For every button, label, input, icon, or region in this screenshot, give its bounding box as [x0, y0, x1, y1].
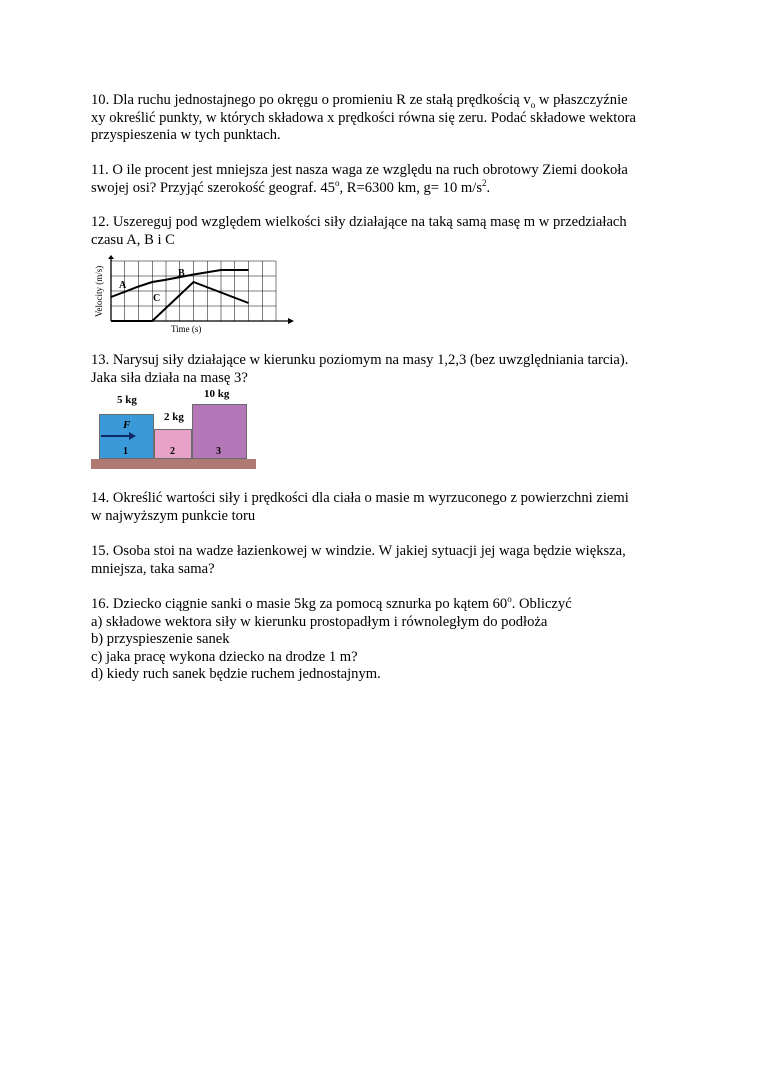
q16-item-b: b) przyspieszenie sanek: [91, 631, 230, 647]
q14-line-2: w najwyższym punkcie toru: [91, 507, 256, 524]
question-14: [91, 490, 691, 525]
block-2-number: 2: [170, 446, 175, 457]
x-axis-arrow: [288, 318, 294, 324]
graph-grid: [111, 261, 276, 321]
q14-line-1: 14. Określić wartości siły i prędkości dla ciała o masie m wyrzuconego z powierzchni ziemi: [91, 490, 629, 506]
question-10: [91, 92, 691, 145]
mass-3-label: 10 kg: [204, 388, 230, 400]
force-arrow-icon: [99, 425, 139, 441]
label-c: C: [153, 293, 161, 304]
velocity-time-graph: [91, 255, 301, 335]
force-label: F: [123, 419, 131, 431]
question-12: [91, 214, 691, 249]
question-11: [91, 162, 691, 197]
q15-line-1: 15. Osoba stoi na wadze łazienkowej w windzie. W jakiej sytuacji jej waga będzie większa,: [91, 543, 626, 559]
label-b: B: [178, 268, 185, 279]
q15-line-2: mniejsza, taka sama?: [91, 560, 215, 577]
q16-item-a: a) składowe wektora siły w kierunku prostopadłym i równoległym do podłoża: [91, 613, 548, 630]
q16-item-c: c) jaka pracę wykona dziecko na drodze 1 m?: [91, 648, 358, 665]
q12-line-2: czasu A, B i C: [91, 231, 175, 248]
question-16: [91, 596, 691, 684]
mass-2-label: 2 kg: [164, 411, 184, 423]
block-1-number: 1: [123, 446, 128, 457]
q10-line-3: przyspieszenia w tych punktach.: [91, 127, 281, 143]
y-axis-label: Velocity (m/s): [94, 265, 104, 317]
q10-line-2: xy określić punkty, w których składowa x prędkości równa się zeru. Podać składowe wektora: [91, 109, 636, 126]
q11-line-1: 11. O ile procent jest mniejsza jest nasza waga ze względu na ruch obrotowy Ziemi dookoła: [91, 162, 628, 178]
x-axis-label: Time (s): [171, 324, 202, 334]
q13-line-2: Jaka siła działa na masę 3?: [91, 369, 248, 386]
q16-line-1: 16. Dziecko ciągnie sanki o masie 5kg za pomocą sznurka po kątem 60$^o$. Obliczyć: [91, 594, 572, 612]
block-3-number: 3: [216, 446, 221, 457]
q13-line-1: 13. Narysuj siły działające w kierunku poziomym na masy 1,2,3 (bez uwzględniania tarcia).: [91, 352, 629, 368]
question-15: [91, 543, 691, 578]
mass-1-label: 5 kg: [117, 394, 137, 406]
blocks-figure: [91, 387, 256, 471]
y-axis-arrow: [108, 255, 114, 259]
floor: [91, 459, 256, 469]
q12-line-1: 12. Uszereguj pod względem wielkości siły działające na taką samą masę m w przedziałach: [91, 214, 627, 230]
q11-line-2: swojej osi? Przyjąć szerokość geograf. 45$^o$, R=6300 km, g= 10 $m/s^2$.: [91, 177, 491, 196]
label-a: A: [119, 280, 127, 291]
q16-item-d: d) kiedy ruch sanek będzie ruchem jednostajnym.: [91, 666, 381, 682]
question-13: [91, 352, 691, 387]
q10-line-1: 10. Dla ruchu jednostajnego po okręgu o promieniu R ze stałą prędkością $v_o$ w płaszczyźnie: [91, 92, 628, 110]
